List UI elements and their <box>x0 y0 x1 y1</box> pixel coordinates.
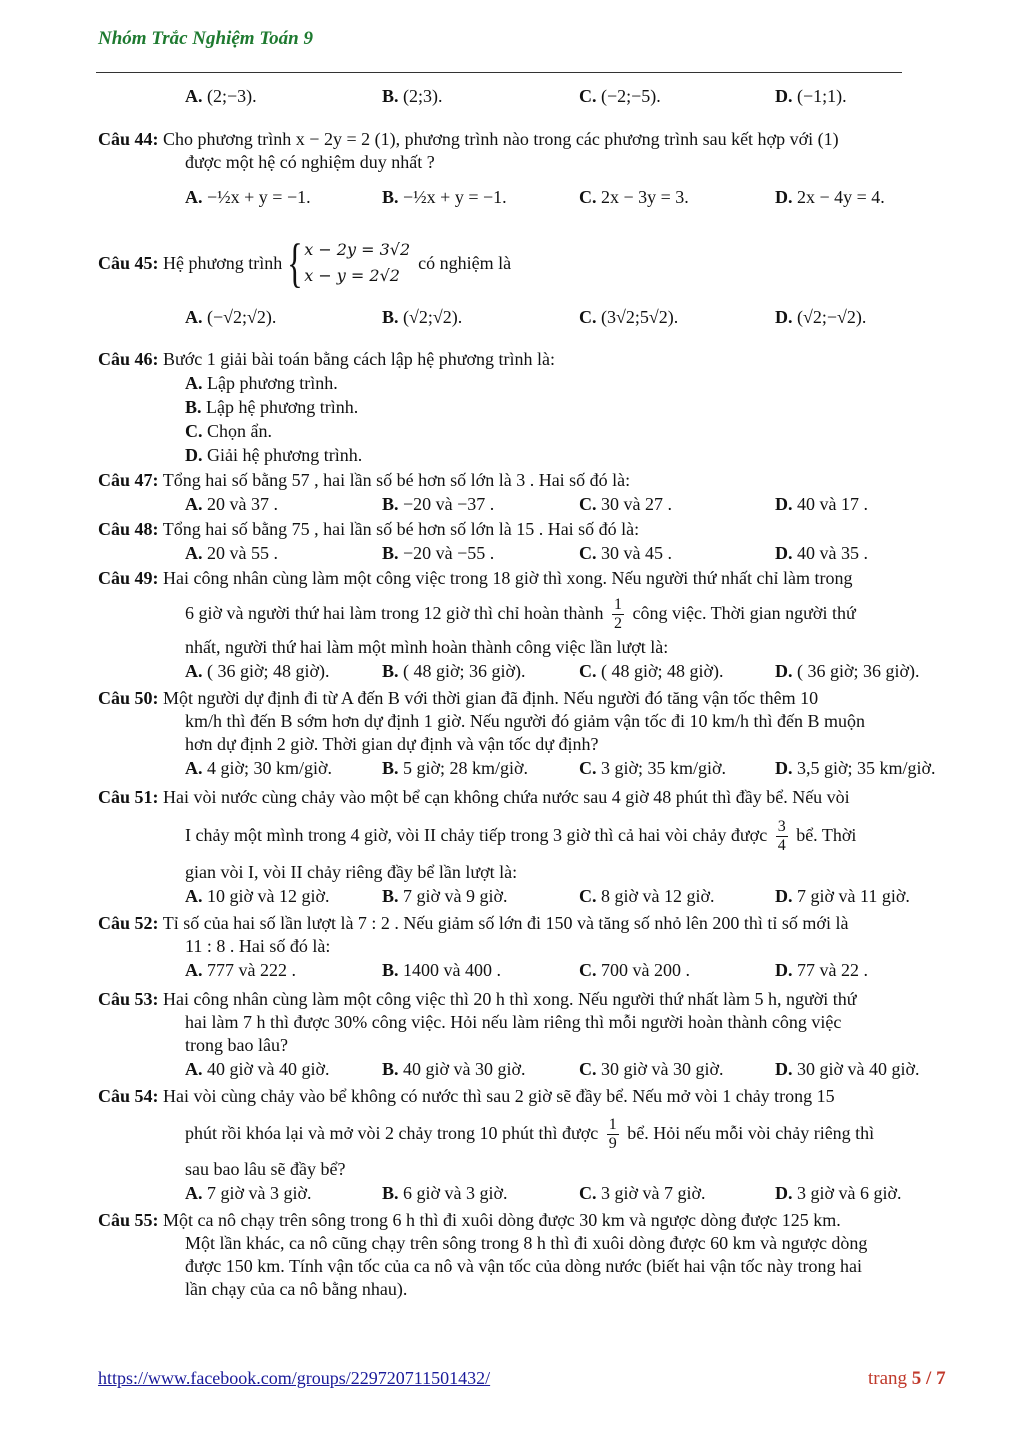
question-label: Câu 50: <box>98 688 159 708</box>
option-text: ( 36 giờ; 36 giờ). <box>792 661 920 681</box>
option-text: Giải hệ phương trình. <box>202 445 363 465</box>
question-text: Tỉ số của hai số lần lượt là 7 : 2 . Nếu giảm số lớn đi 150 và tăng số nhỏ lên 200 thì tỉ số mới là <box>162 913 849 933</box>
option-b <box>382 76 579 116</box>
option-text: (3√2;5√2). <box>596 307 679 327</box>
option-text: 20 và 55 . <box>202 543 278 563</box>
option-text: (2;−3). <box>202 86 257 106</box>
option-b <box>382 541 579 565</box>
option-text: ( 48 giờ; 48 giờ). <box>596 661 724 681</box>
option-letter: A. <box>185 307 203 327</box>
option-letter: C. <box>579 307 597 327</box>
question-50 <box>98 687 978 780</box>
option-text: 40 giờ và 30 giờ. <box>398 1059 526 1079</box>
option-text: Chọn ẩn. <box>202 421 272 441</box>
option-a <box>185 174 382 220</box>
option-d <box>775 1181 972 1205</box>
question-text-line-2 <box>98 1108 978 1158</box>
question-text: Cho phương trình x − 2y = 2 (1), phương trình nào trong các phương trình sau kết hợp với (1) <box>163 129 839 149</box>
question-text-line-3: nhất, người thứ hai làm một mình hoàn thành công việc lần lượt là: <box>185 637 669 657</box>
question-text-line-3: gian vòi I, vòi II chảy riêng đầy bể lần lượt là: <box>185 862 518 882</box>
option-text: Lập phương trình. <box>202 373 338 393</box>
option-c <box>579 492 775 516</box>
option-text: 7 giờ và 9 giờ. <box>398 886 508 906</box>
options-row <box>98 884 978 908</box>
option-letter: C. <box>185 421 203 441</box>
option-text: 3 giờ và 7 giờ. <box>596 1183 706 1203</box>
option-text: 7 giờ và 3 giờ. <box>202 1183 312 1203</box>
question-text: Hai vòi cùng chảy vào bể không có nước thì sau 2 giờ sẽ đầy bể. Nếu mở vòi 1 chảy trong 15 <box>163 1086 835 1106</box>
question-label: Câu 55: <box>98 1210 159 1230</box>
question-text-line-4: lần chạy của ca nô bằng nhau). <box>185 1279 408 1299</box>
fraction-denominator: 4 <box>777 837 786 855</box>
option-a <box>185 292 382 342</box>
text-segment: phút rồi khóa lại và mở vòi 2 chảy trong 10 phút thì được <box>185 1123 599 1143</box>
option-text: 2x − 4y = 4. <box>792 187 885 207</box>
option-letter: D. <box>775 960 793 980</box>
option-letter: B. <box>382 1183 399 1203</box>
option-c <box>579 292 775 342</box>
question-text: Hai công nhân cùng làm một công việc trong 18 giờ thì xong. Nếu người thứ nhất chỉ làm trong <box>163 568 853 588</box>
option-b <box>382 884 579 908</box>
question-text-line-2: Một lần khác, ca nô cũng chạy trên sông trong 8 h thì đi xuôi dòng được 60 km và ngược dòng <box>185 1233 868 1253</box>
text-segment: I chảy một mình trong 4 giờ, vòi II chảy tiếp trong 3 giờ thì cả hai vòi chảy được <box>185 825 768 845</box>
option-letter: D. <box>775 1183 793 1203</box>
fraction <box>612 596 624 633</box>
option-letter: B. <box>382 543 399 563</box>
option-text: 5 giờ; 28 km/giờ. <box>398 758 529 778</box>
option-letter: A. <box>185 960 203 980</box>
option-c <box>185 419 582 443</box>
question-text-line-2: hai làm 7 h thì được 30% công việc. Hỏi nếu làm riêng thì mỗi người hoàn thành công việc <box>185 1012 842 1032</box>
option-text: 3 giờ và 6 giờ. <box>792 1183 902 1203</box>
option-c <box>579 541 775 565</box>
option-a <box>185 1057 382 1081</box>
fraction-numerator: 1 <box>608 1116 617 1134</box>
question-text: Hệ phương trình <box>163 252 283 273</box>
fraction <box>607 1116 619 1153</box>
option-letter: D. <box>775 1059 793 1079</box>
option-letter: C. <box>579 86 597 106</box>
question-text-line-2: km/h thì đến B sớm hơn dự định 1 giờ. Nếu người đó giảm vận tốc đi 10 km/h thì đến B muộn <box>185 711 866 731</box>
option-letter: B. <box>382 886 399 906</box>
option-a <box>185 884 382 908</box>
option-letter: B. <box>382 86 399 106</box>
option-letter: D. <box>185 445 203 465</box>
option-d <box>775 492 972 516</box>
option-d <box>775 1057 972 1081</box>
question-text-line-3: sau bao lâu sẽ đầy bể? <box>185 1159 346 1179</box>
question-label: Câu 49: <box>98 568 159 588</box>
question-text-line-3: hơn dự định 2 giờ. Thời gian dự định và vận tốc dự định? <box>185 734 599 754</box>
question-text-line-2: 11 : 8 . Hai số đó là: <box>185 936 331 956</box>
question-text-line-2 <box>98 590 978 636</box>
option-d <box>775 174 972 220</box>
option-c <box>579 1057 775 1081</box>
question-text-line-2 <box>98 809 978 861</box>
option-letter: C. <box>579 886 597 906</box>
text-segment: 6 giờ và người thứ hai làm trong 12 giờ thì chỉ hoàn thành <box>185 603 604 623</box>
option-letter: A. <box>185 373 203 393</box>
option-letter: C. <box>579 960 597 980</box>
option-d <box>775 756 972 780</box>
question-46 <box>98 348 978 467</box>
question-label: Câu 46: <box>98 349 159 369</box>
option-text: 40 giờ và 40 giờ. <box>202 1059 330 1079</box>
option-a <box>185 371 582 395</box>
question-44 <box>98 128 978 220</box>
options-row <box>98 174 978 220</box>
question-text: Hai công nhân cùng làm một công việc thì 20 h thì xong. Nếu người thứ nhất làm 5 h, người thứ <box>163 989 857 1009</box>
option-b <box>382 659 579 683</box>
option-text: −½x + y = −1. <box>202 187 311 207</box>
option-letter: A. <box>185 187 203 207</box>
option-letter: B. <box>382 187 399 207</box>
question-47 <box>98 469 978 516</box>
option-c <box>579 174 775 220</box>
option-a <box>185 659 382 683</box>
page-number <box>868 1368 946 1390</box>
option-letter: B. <box>382 494 399 514</box>
option-d <box>775 76 972 116</box>
option-text: 8 giờ và 12 giờ. <box>596 886 715 906</box>
question-text: Một người dự định đi từ A đến B với thời gian đã định. Nếu người đó tăng vận tốc thêm 10 <box>163 688 819 708</box>
option-letter: D. <box>775 307 793 327</box>
option-text: (−1;1). <box>792 86 847 106</box>
question-text: Bước 1 giải bài toán bằng cách lập hệ phương trình là: <box>163 349 555 369</box>
question-text: Hai vòi nước cùng chảy vào một bể cạn không chứa nước sau 4 giờ 48 phút thì đầy bể. Nếu vòi <box>163 787 850 807</box>
text-segment: công việc. Thời gian người thứ <box>632 603 856 623</box>
option-letter: C. <box>579 543 597 563</box>
option-a <box>185 756 382 780</box>
option-text: 700 và 200 . <box>596 960 690 980</box>
option-text: ( 48 giờ; 36 giờ). <box>398 661 526 681</box>
option-b <box>382 292 579 342</box>
option-text: −20 và −55 . <box>398 543 495 563</box>
option-letter: B. <box>382 1059 399 1079</box>
fraction <box>776 818 788 855</box>
option-letter: D. <box>775 543 793 563</box>
option-text: 10 giờ và 12 giờ. <box>202 886 330 906</box>
options-row <box>98 958 978 982</box>
text-segment: bể. Thời <box>796 825 857 845</box>
option-b <box>382 1181 579 1205</box>
options-row <box>98 292 978 342</box>
option-letter: D. <box>775 758 793 778</box>
option-a <box>185 541 382 565</box>
options-row <box>98 756 978 780</box>
options-grid <box>98 371 978 467</box>
option-letter: C. <box>579 187 597 207</box>
question-label: Câu 47: <box>98 470 159 490</box>
option-letter: A. <box>185 886 203 906</box>
option-letter: A. <box>185 1183 203 1203</box>
option-text: 3 giờ; 35 km/giờ. <box>596 758 727 778</box>
option-letter: C. <box>579 1183 597 1203</box>
option-d <box>775 659 972 683</box>
option-letter: A. <box>185 661 203 681</box>
option-text: 6 giờ và 3 giờ. <box>398 1183 508 1203</box>
page-prefix: trang <box>868 1368 908 1389</box>
question-text: Tổng hai số bằng 57 , hai lần số bé hơn số lớn là 3 . Hai số đó là: <box>162 470 631 490</box>
footer-group-link[interactable]: https://www.facebook.com/groups/229720711501432/ <box>98 1368 491 1388</box>
question-51 <box>98 786 978 908</box>
question-label: Câu 44: <box>98 129 159 149</box>
option-letter: D. <box>775 187 793 207</box>
option-c <box>579 76 775 116</box>
option-text: 40 và 17 . <box>792 494 868 514</box>
fraction-denominator: 9 <box>608 1135 617 1153</box>
option-letter: C. <box>579 758 597 778</box>
equation-2: x − y = 2√2 <box>304 266 400 285</box>
option-a <box>185 76 382 116</box>
top-options-row <box>98 76 978 116</box>
option-letter: B. <box>382 758 399 778</box>
option-c <box>579 884 775 908</box>
option-d <box>775 292 972 342</box>
header-divider <box>96 72 902 73</box>
option-c <box>579 756 775 780</box>
question-text: Tổng hai số bằng 75 , hai lần số bé hơn số lớn là 15 . Hai số đó là: <box>162 519 640 539</box>
options-row <box>98 492 978 516</box>
question-54 <box>98 1085 978 1205</box>
option-letter: D. <box>775 661 793 681</box>
option-d <box>185 443 582 467</box>
options-row <box>98 659 978 683</box>
question-label: Câu 53: <box>98 989 159 1009</box>
option-text: 30 và 27 . <box>596 494 672 514</box>
option-text: 1400 và 400 . <box>398 960 502 980</box>
question-text: Một ca nô chạy trên sông trong 6 h thì đi xuôi dòng được 30 km và ngược dòng được 125 km. <box>163 1210 841 1230</box>
question-53 <box>98 988 978 1081</box>
question-text-tail: có nghiệm là <box>418 252 512 273</box>
fraction-numerator: 1 <box>614 596 623 614</box>
option-text: −½x + y = −1. <box>398 187 507 207</box>
option-letter: C. <box>579 1059 597 1079</box>
options-row <box>98 1057 978 1081</box>
option-letter: B. <box>382 960 399 980</box>
option-text: (√2;−√2). <box>792 307 867 327</box>
option-letter: A. <box>185 543 203 563</box>
option-text: 4 giờ; 30 km/giờ. <box>202 758 333 778</box>
option-text: 30 giờ và 40 giờ. <box>792 1059 920 1079</box>
option-b <box>185 395 582 419</box>
option-letter: D. <box>775 494 793 514</box>
option-text: 30 và 45 . <box>596 543 672 563</box>
options-row <box>98 1181 978 1205</box>
option-c <box>579 1181 775 1205</box>
option-letter: B. <box>185 397 202 417</box>
option-letter: D. <box>775 86 793 106</box>
option-c <box>579 958 775 982</box>
option-text: 2x − 3y = 3. <box>596 187 689 207</box>
option-b <box>382 958 579 982</box>
question-49 <box>98 567 978 683</box>
option-letter: A. <box>185 1059 203 1079</box>
question-label: Câu 51: <box>98 787 159 807</box>
option-text: Lập hệ phương trình. <box>201 397 359 417</box>
option-d <box>775 884 972 908</box>
fraction-numerator: 3 <box>777 818 786 836</box>
option-d <box>775 541 972 565</box>
option-c <box>579 659 775 683</box>
text-segment: bể. Hỏi nếu mỗi vòi chảy riêng thì <box>627 1123 875 1143</box>
option-letter: B. <box>382 661 399 681</box>
option-letter: A. <box>185 494 203 514</box>
option-text: (2;3). <box>398 86 443 106</box>
option-b <box>382 756 579 780</box>
option-text: 20 và 37 . <box>202 494 278 514</box>
option-letter: C. <box>579 494 597 514</box>
question-45 <box>98 234 978 342</box>
question-48 <box>98 518 978 565</box>
question-52 <box>98 912 978 982</box>
option-text: 3,5 giờ; 35 km/giờ. <box>792 758 936 778</box>
options-row <box>98 541 978 565</box>
equation-1: x − 2y = 3√2 <box>304 240 411 259</box>
question-list <box>98 76 978 1301</box>
option-a <box>185 958 382 982</box>
brace-symbol: { <box>287 233 304 293</box>
option-a <box>185 1181 382 1205</box>
option-text: 30 giờ và 30 giờ. <box>596 1059 724 1079</box>
option-a <box>185 492 382 516</box>
option-letter: B. <box>382 307 399 327</box>
option-d <box>775 958 972 982</box>
question-text-line-2: được một hệ có nghiệm duy nhất ? <box>185 152 435 172</box>
option-text: (−√2;√2). <box>202 307 277 327</box>
option-b <box>382 174 579 220</box>
option-text: (√2;√2). <box>398 307 463 327</box>
equation-system <box>287 233 411 293</box>
page-count: 5 / 7 <box>911 1368 946 1389</box>
question-text-line-3: được 150 km. Tính vận tốc của ca nô và vận tốc của dòng nước (biết hai vận tốc này trong hai <box>185 1256 863 1276</box>
option-text: 77 và 22 . <box>792 960 868 980</box>
option-text: −20 và −37 . <box>398 494 495 514</box>
option-letter: A. <box>185 86 203 106</box>
option-text: 40 và 35 . <box>792 543 868 563</box>
option-text: 7 giờ và 11 giờ. <box>792 886 910 906</box>
option-text: (−2;−5). <box>596 86 661 106</box>
question-label: Câu 52: <box>98 913 159 933</box>
option-text: 777 và 222 . <box>202 960 296 980</box>
question-label: Câu 54: <box>98 1086 159 1106</box>
question-text-line-3: trong bao lâu? <box>185 1035 288 1055</box>
option-b <box>382 1057 579 1081</box>
question-label: Câu 48: <box>98 519 159 539</box>
option-letter: A. <box>185 758 203 778</box>
fraction-denominator: 2 <box>614 615 623 633</box>
question-label: Câu 45: <box>98 252 159 273</box>
option-text: ( 36 giờ; 48 giờ). <box>202 661 330 681</box>
page-header-title: Nhóm Trắc Nghiệm Toán 9 <box>98 28 314 49</box>
option-b <box>382 492 579 516</box>
question-55 <box>98 1209 978 1301</box>
option-letter: C. <box>579 661 597 681</box>
option-letter: D. <box>775 886 793 906</box>
